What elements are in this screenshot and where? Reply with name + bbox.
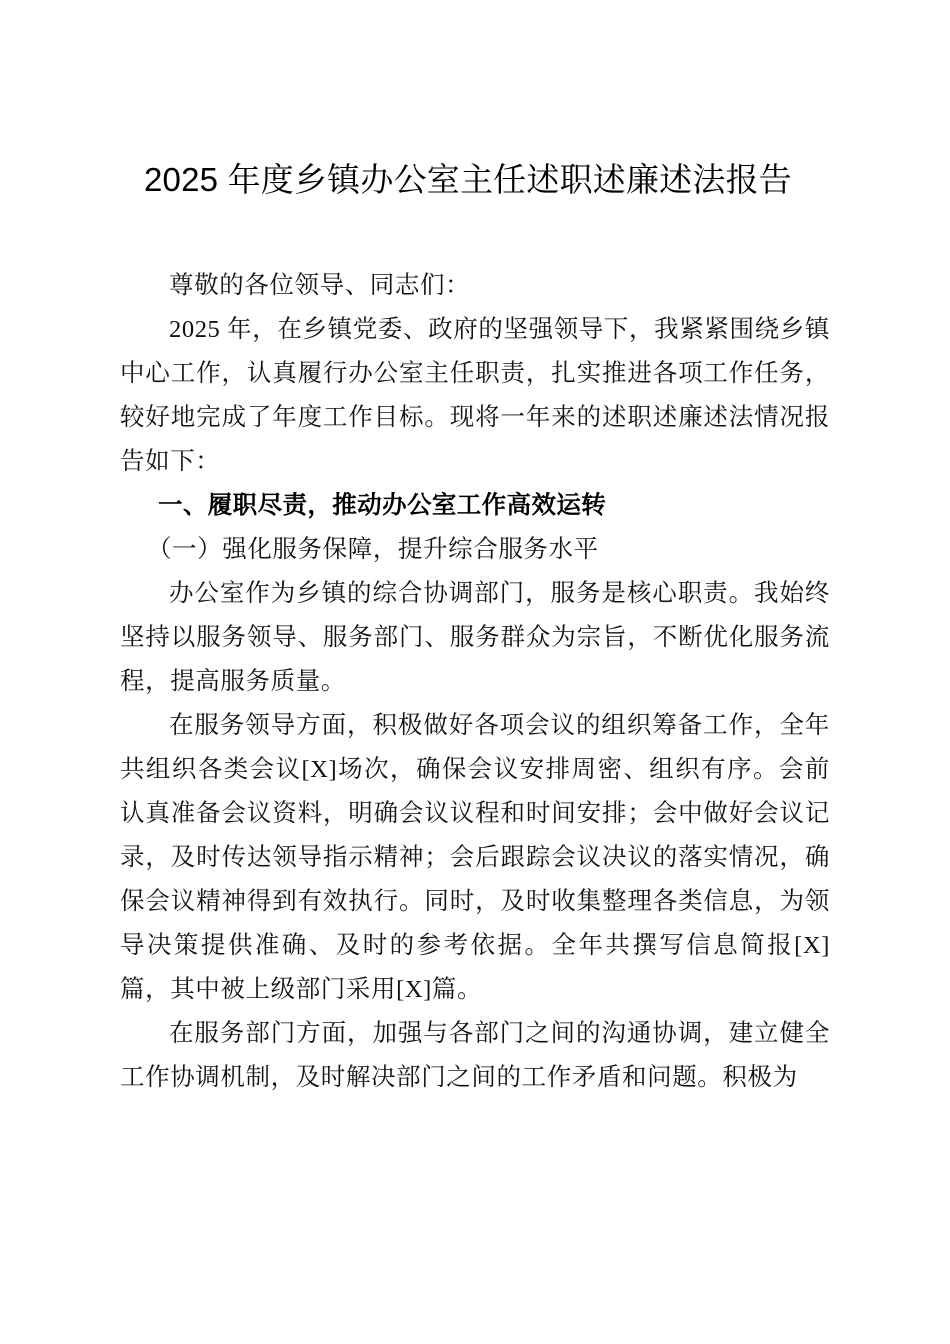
body-paragraph-1: 办公室作为乡镇的综合协调部门，服务是核心职责。我始终坚持以服务领导、服务部门、服务群众为宗旨，不断优化服务流程，提高服务质量。 <box>120 580 830 695</box>
opening-paragraph: 2025 年，在乡镇党委、政府的坚强领导下，我紧紧围绕乡镇中心工作，认真履行办公室主任职责，扎实推进各项工作任务，较好地完成了年度工作目标。现将一年来的述职述廉述法情况报告如下： <box>120 316 830 475</box>
section-heading-1: 一、履职尽责，推动办公室工作高效运转 <box>157 492 607 519</box>
salutation-paragraph: 尊敬的各位领导、同志们： <box>169 272 471 299</box>
body-paragraph-3: 在服务部门方面，加强与各部门之间的沟通协调，建立健全工作协调机制，及时解决部门之间的工作矛盾和问题。积极为 <box>120 1020 830 1091</box>
document-content <box>120 0 830 1100</box>
body-paragraph-2: 在服务领导方面，积极做好各项会议的组织筹备工作，全年共组织各类会议[X]场次，确保会议安排周密、组织有序。会前认真准备会议资料，明确会议议程和时间安排；会中做好会议记录，及时传达领导指示精神；会后跟踪会议决议的落实情况，确保会议精神得到有效执行。同时，及时收集整理各类信息，为领导决策提供准确、及时的参考依据。全年共撰写信息简报[X]篇，其中被上级部门采用[X]篇。 <box>120 712 830 1003</box>
subsection-heading-1-1: （一）强化服务保障，提升综合服务水平 <box>146 536 599 563</box>
title-spacer <box>120 200 830 264</box>
page-title: 2025 年度乡镇办公室主任述职述廉述法报告 <box>144 161 792 198</box>
